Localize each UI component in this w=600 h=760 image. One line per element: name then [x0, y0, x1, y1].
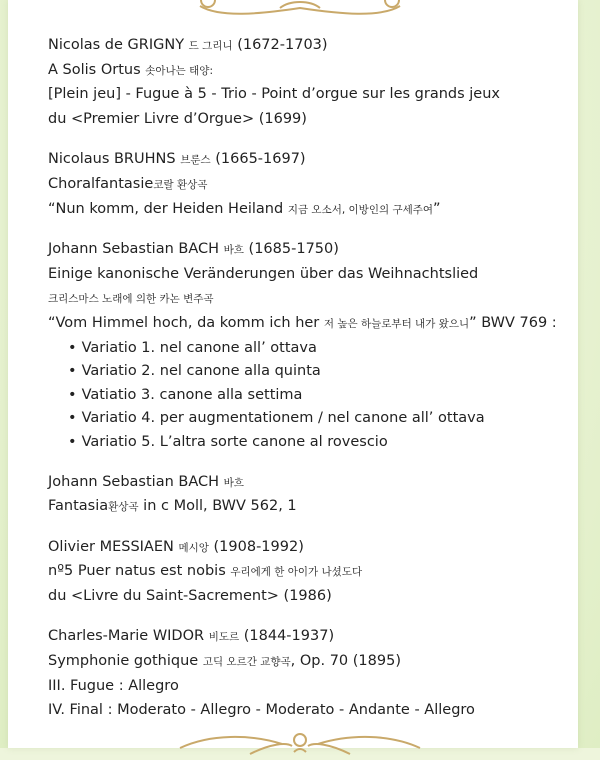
- entry-line: [48, 238, 568, 263]
- line-text: du <Premier Livre d’Orgue> (1699): [48, 110, 307, 127]
- entry-line: [48, 198, 568, 223]
- line-text: Choralfantasie: [48, 175, 154, 192]
- program-entry: [48, 471, 568, 520]
- entry-line: [48, 83, 568, 108]
- entry-line: [48, 34, 568, 59]
- flourish-ornament-icon: [170, 730, 430, 760]
- variation-list: [48, 337, 568, 455]
- bottom-ornament: [0, 730, 600, 760]
- entry-line: [48, 287, 568, 312]
- variation-item: • Variatio 1. nel canone all’ ottava: [68, 337, 568, 361]
- korean-subtitle: 메시앙: [178, 541, 209, 554]
- korean-subtitle: 바흐: [223, 244, 244, 257]
- entry-line: [48, 625, 568, 650]
- line-suffix: ” BWV 769 :: [469, 314, 557, 331]
- korean-subtitle: 저 높은 하늘로부터 내가 왔으니: [323, 317, 470, 330]
- line-text: du <Livre du Saint-Sacrement> (1986): [48, 587, 332, 604]
- variation-item: • Variatio 2. nel canone alla quinta: [68, 360, 568, 384]
- entry-line: [48, 699, 568, 724]
- line-suffix: in c Moll, BWV 562, 1: [138, 498, 297, 515]
- korean-subtitle: 지금 오소서, 이방인의 구세주여: [287, 203, 434, 216]
- korean-subtitle: 브룬스: [180, 154, 211, 167]
- entry-line: [48, 536, 568, 561]
- scroll-ornament-icon: [180, 0, 420, 18]
- line-text: Olivier MESSIAEN: [48, 538, 179, 555]
- line-text: IV. Final : Moderato - Allegro - Moderato - Andante - Allegro: [48, 702, 475, 719]
- line-text: [Plein jeu] - Fugue à 5 - Trio - Point d’orgue sur les grands jeux: [48, 86, 500, 103]
- korean-subtitle: 크리스마스 노래에 의한 카논 변주곡: [48, 293, 214, 306]
- entry-line: [48, 650, 568, 675]
- line-text: Johann Sebastian BACH: [48, 241, 224, 258]
- korean-subtitle: 우리에게 한 아이가 나셨도다: [230, 566, 363, 579]
- korean-subtitle: 비도르: [208, 631, 240, 644]
- entry-line: [48, 263, 568, 288]
- line-text: Symphonie gothique: [48, 653, 203, 670]
- program-entry: [48, 34, 568, 132]
- entry-line: [48, 560, 568, 585]
- entry-line: [48, 59, 568, 84]
- korean-subtitle: 솟아나는 태양:: [145, 64, 213, 77]
- entry-line: [48, 585, 568, 610]
- program-entry: [48, 238, 568, 454]
- line-suffix: (1665-1697): [210, 151, 306, 168]
- entry-line: [48, 148, 568, 173]
- korean-subtitle: 드 그리니: [188, 40, 233, 52]
- program-entry: [48, 148, 568, 222]
- line-text: “Nun komm, der Heiden Heiland: [48, 200, 288, 217]
- line-text: A Solis Ortus: [48, 61, 146, 78]
- korean-subtitle: 고딕 오르간 교향곡: [202, 656, 291, 669]
- line-text: Fantasia: [48, 498, 109, 515]
- entry-line: [48, 108, 568, 133]
- line-text: “Vom Himmel hoch, da komm ich her: [48, 314, 324, 331]
- korean-subtitle: 환상곡: [108, 501, 139, 514]
- entry-line: [48, 675, 568, 700]
- line-suffix: (1844-1937): [239, 628, 335, 645]
- line-text: Johann Sebastian BACH: [48, 473, 224, 490]
- entry-line: [48, 312, 568, 337]
- line-suffix: (1685-1750): [243, 241, 339, 258]
- concert-program: [48, 34, 568, 740]
- line-text: Charles-Marie WIDOR: [48, 628, 209, 645]
- korean-subtitle: 바흐: [223, 476, 244, 489]
- line-text: III. Fugue : Allegro: [48, 677, 179, 694]
- program-entry: [48, 536, 568, 610]
- line-text: Einige kanonische Veränderungen über das Weihnachtslied: [48, 265, 479, 282]
- line-text: Nicolaus BRUHNS: [48, 151, 181, 168]
- top-ornament: [0, 0, 600, 18]
- line-text: Nicolas de GRIGNY: [48, 37, 189, 53]
- korean-subtitle: 코랄 환상곡: [153, 178, 208, 191]
- entry-line: [48, 471, 568, 496]
- variation-item: • Variatio 5. L’altra sorte canone al rovescio: [68, 431, 568, 455]
- entry-line: [48, 495, 568, 520]
- line-suffix: (1672-1703): [232, 37, 328, 53]
- line-suffix: (1908-1992): [208, 538, 304, 555]
- line-suffix: ”: [433, 200, 441, 217]
- line-text: nº5 Puer natus est nobis: [48, 563, 231, 580]
- program-entry: [48, 625, 568, 723]
- line-suffix: , Op. 70 (1895): [290, 653, 401, 670]
- entry-line: [48, 173, 568, 198]
- variation-item: • Variatio 4. per augmentationem / nel canone all’ ottava: [68, 407, 568, 431]
- variation-item: • Vatiatio 3. canone alla settima: [68, 384, 568, 408]
